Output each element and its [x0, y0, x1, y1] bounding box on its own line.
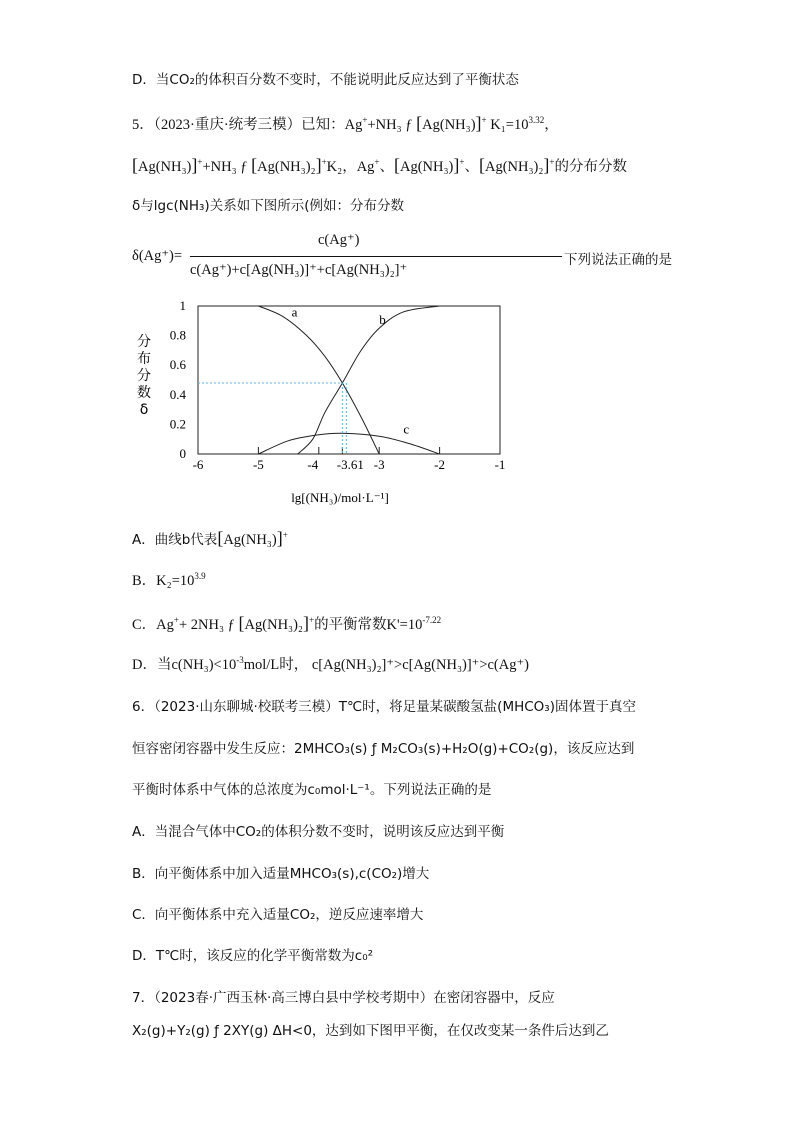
q7-line-1: 7．（2023春·广西玉林·高三博白县中学校考期中）在密闭容器中，反应 — [132, 990, 555, 1006]
y-tick-label: 0 — [179, 446, 186, 461]
curve-label-c: c — [403, 421, 410, 437]
y-tick-label: 0.2 — [169, 416, 186, 432]
q6-option-c: C．向平衡体系中充入适量CO₂，逆反应速率增大 — [132, 907, 424, 923]
y-axis-label — [137, 334, 151, 418]
x-tick-label: -5 — [252, 457, 264, 472]
y-label-char: 数 — [137, 385, 151, 401]
x-axis-label: lg[(NH₃)/mol·L⁻¹] — [291, 490, 389, 505]
plot-frame — [198, 306, 500, 454]
y-label-char: 分 — [137, 368, 151, 384]
q6-option-d: D．T℃时，该反应的化学平衡常数为c₀² — [132, 948, 374, 964]
curve-a — [258, 306, 379, 454]
x-tick-label: -4 — [307, 457, 319, 472]
q5-line-1: 5．（2023·重庆·统考三模）已知：Ag++NH₃ ƒ [Ag(NH₃)]+ $K_1=10^{3.32}$， — [132, 113, 559, 133]
distribution-fraction-formula: δ(Ag⁺)= c(Ag⁺) c(Ag⁺)+c[Ag(NH₃)]⁺+c[Ag(NH₃)₂]⁺ 下列说法正确的是 — [132, 232, 672, 278]
q6-line-1: 6．（2023·山东聊城·校联考三模）T℃时，将足量某碳酸氢盐(MHCO₃)固体置于真空 — [132, 699, 636, 715]
q6-option-b: B．向平衡体系中加入适量MHCO₃(s),c(CO₂)增大 — [132, 866, 430, 882]
q7-line-2: X₂(g)+Y₂(g) ƒ 2XY(g) ΔH<0，达到如下图甲平衡，在仅改变某一条件后达到乙 — [132, 1023, 609, 1039]
y-label-char: 布 — [137, 351, 151, 367]
y-label-char: δ — [139, 402, 149, 418]
distribution-chart — [130, 296, 510, 511]
q5-line-2: [Ag(NH₃)]++NH₃ ƒ [Ag(NH₃)₂]+K₂，Ag+、[Ag(NH₃)]+、[Ag(NH₃)₂]+的分布分数 — [132, 155, 627, 175]
x-tick-label: -6 — [192, 457, 204, 472]
q6-line-3: 平衡时体系中气体的总浓度为c₀mol·L⁻¹。下列说法正确的是 — [132, 782, 492, 798]
q4-option-d: D．当CO₂的体积百分数不变时，不能说明此反应达到了平衡状态 — [132, 72, 519, 88]
q6-line-2: 恒容密闭容器中发生反应：2MHCO₃(s) ƒ M₂CO₃(s)+H₂O(g)+CO₂(g)，该反应达到 — [132, 741, 635, 757]
x-tick-label: -1 — [494, 457, 506, 472]
q6-option-a: A．当混合气体中CO₂的体积分数不变时，说明该反应达到平衡 — [132, 824, 505, 840]
y-tick-label: 0.8 — [169, 327, 186, 343]
q5-option-c: C．Ag++ 2NH₃ ƒ [Ag(NH₃)₂]+的平衡常数$K'=10^{-7.22}$ — [132, 613, 442, 633]
q5-line-3: δ与lgc(NH₃)关系如下图所示(例如：分布分数 — [132, 198, 404, 214]
x-tick-label: -3 — [373, 457, 385, 472]
q5-option-d: D．当$c(NH_3)<10^{-3}mol/L$时， c[Ag(NH₃)₂]⁺>c[Ag(NH₃)]⁺>c(Ag⁺) — [132, 655, 529, 673]
q5-source: 5．（2023·重庆·统考三模）已知：Ag — [132, 117, 363, 133]
curve-label-a: a — [291, 304, 298, 320]
y-tick-label: 0.6 — [169, 357, 186, 373]
y-label-char: 分 — [137, 334, 151, 350]
y-tick-label: 1 — [179, 298, 186, 313]
x-tick-label: -2 — [434, 457, 446, 472]
curve-c — [258, 433, 439, 454]
q5-option-b: B．$K_2=10^{3.9}$ — [132, 571, 206, 589]
x-tick-label: -3.61 — [336, 457, 364, 472]
y-tick-label: 0.4 — [169, 386, 186, 402]
q5-option-a: A．曲线b代表[Ag(NH₃)]+ — [132, 528, 288, 548]
curve-label-b: b — [379, 311, 386, 327]
